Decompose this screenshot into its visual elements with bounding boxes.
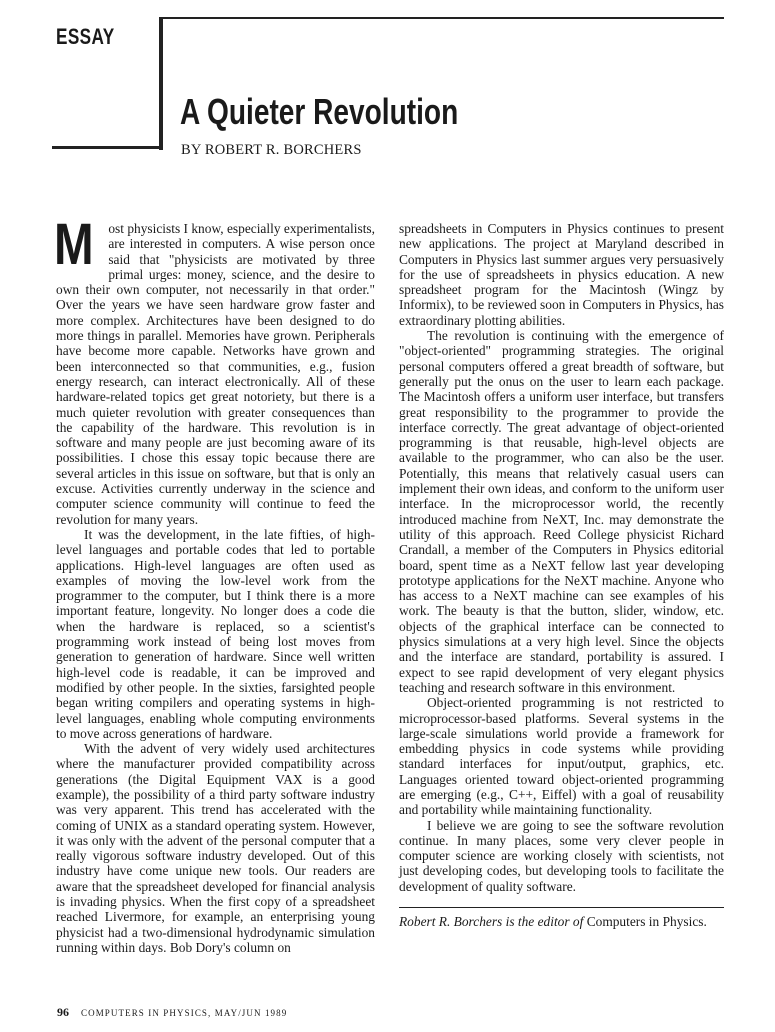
article-title: A Quieter Revolution [180, 91, 459, 132]
drop-cap: M [54, 212, 94, 277]
paragraph: spreadsheets in Computers in Physics continues to present new applications. The project at Maryland described in Computers in Physics last summer argues very persuasively for the use of spreadsheets in physics education. A new spreadsheet program for the Macintosh (Wingz by Informix), to be reviewed soon in Computers in Physics, has extraordinary plotting abilities. [399, 221, 724, 328]
author-bio [399, 914, 724, 929]
page-number: 96 [57, 1005, 69, 1019]
paragraph: I believe we are going to see the software revolution continue. In many places, some very clever people in computer science are working closely with scientists, not just developing codes, but developing tools to facilitate the development of quality software. [399, 817, 724, 894]
paragraph-text: ost physicists I know, especially experimentalists, are interested in computers. A wise person once said that "physicists are motivated by three primal urges: money, science, and the desire to own their own computer, not necessarily in that order." Over the years we have seen hardware grow faster and more complex. Architectures have been designed to do more things in parallel. Memories have grown. Peripherals have become more capable. Networks have grown and been interconnected so that communities, e.g., fusion energy research, can interact electronically. All of these hardware-related topics get great notoriety, but there is a much quieter revolution with greater consequences than the capability of the hardware. This revolution is in software and many people are just becoming aware of its possibilities. I chose this essay topic because there are several articles in this issue on software, but that is only an excuse. Activities currently underway in the science and computer science community will continue to feed the revolution for many years. [56, 221, 375, 527]
paragraph [54, 212, 375, 527]
journal-citation: COMPUTERS IN PHYSICS, MAY/JUN 1989 [81, 1008, 288, 1018]
left-rule [52, 146, 162, 149]
section-label: ESSAY [56, 24, 115, 49]
bio-italic: Robert R. Borchers is the editor of [399, 914, 584, 930]
left-column [54, 212, 375, 955]
right-column [399, 221, 724, 929]
vertical-rule [159, 17, 163, 150]
bio-rule [399, 907, 724, 908]
byline: BY ROBERT R. BORCHERS [181, 142, 362, 158]
paragraph: The revolution is continuing with the emergence of "object-oriented" programming strategies. The original personal computers offered a great breadth of software, but generally put the onus on the user to learn each package. The Macintosh offers a uniform user interface, but transfers great responsibility to the programmer to provide the interface correctly. The great advantage of object-oriented programming is that reusable, high-level objects are available to the programmer, who can also be the user. Potentially, this means that relatively casual users can implement their own ideas, and conform to the uniform user interface. In the microprocessor world, the recently introduced machine from NeXT, Inc. may demonstrate the utility of this approach. Reed College physicist Richard Crandall, a member of the Computers in Physics editorial board, spent time as a NeXT fellow last year developing prototype applications for the NeXT machine. Anyone who has access to a NeXT machine can see examples of his work. The beauty is that the button, slider, window, etc. objects of the graphical interface can be connected to physics simulations at a very high level. Since the objects and the interface are standard, portability is assured. I expect to see rapid development of very elegant physics teaching and research software in this environment. [399, 328, 724, 695]
top-rule [162, 17, 724, 19]
paragraph: Object-oriented programming is not restricted to microprocessor-based platforms. Several systems in the large-scale simulations world provide a framework for embedding physics in code systems while providing standard interfaces for input/output, graphics, etc. Languages oriented toward object-oriented programming are emerging (e.g., C++, Eiffel) with a goal of reusability and portability while maintaining functionality. [399, 695, 724, 818]
page-footer [57, 1005, 287, 1020]
paragraph: With the advent of very widely used architectures where the manufacturer provided compatibility across generations (the Digital Equipment VAX is a good example), the possibility of a third party software industry was very apparent. This trend has accelerated with the coming of UNIX as a standard operating system. However, it was only with the advent of the personal computer that a really vigorous software industry developed. Out of this industry have come unique new tools. Our readers are aware that the spreadsheet developed for financial analysis is invading physics. When the first copy of a spreadsheet reached Livermore, for example, an enterprising young physicist had a two-dimensional hydrodynamic simulation running within days. Bob Dory's column on [56, 741, 375, 955]
paragraph: It was the development, in the late fifties, of high-level languages and portable codes that led to portable applications. High-level languages are often used as examples of moving the low-level work from the programmer to the computer, but I think there is a more important feature, longevity. No longer does a code die when the hardware is replaced, so a scientist's programming work instead of being lost moves from generation to generation of hardware. Since well written high-level code is readable, it can be improved and modified by other people. In the sixties, farsighted people began writing compilers and operating systems in high-level languages, enabling whole computing environments to move across generations of hardware. [56, 526, 375, 741]
bio-roman: Computers in Physics. [583, 914, 707, 930]
